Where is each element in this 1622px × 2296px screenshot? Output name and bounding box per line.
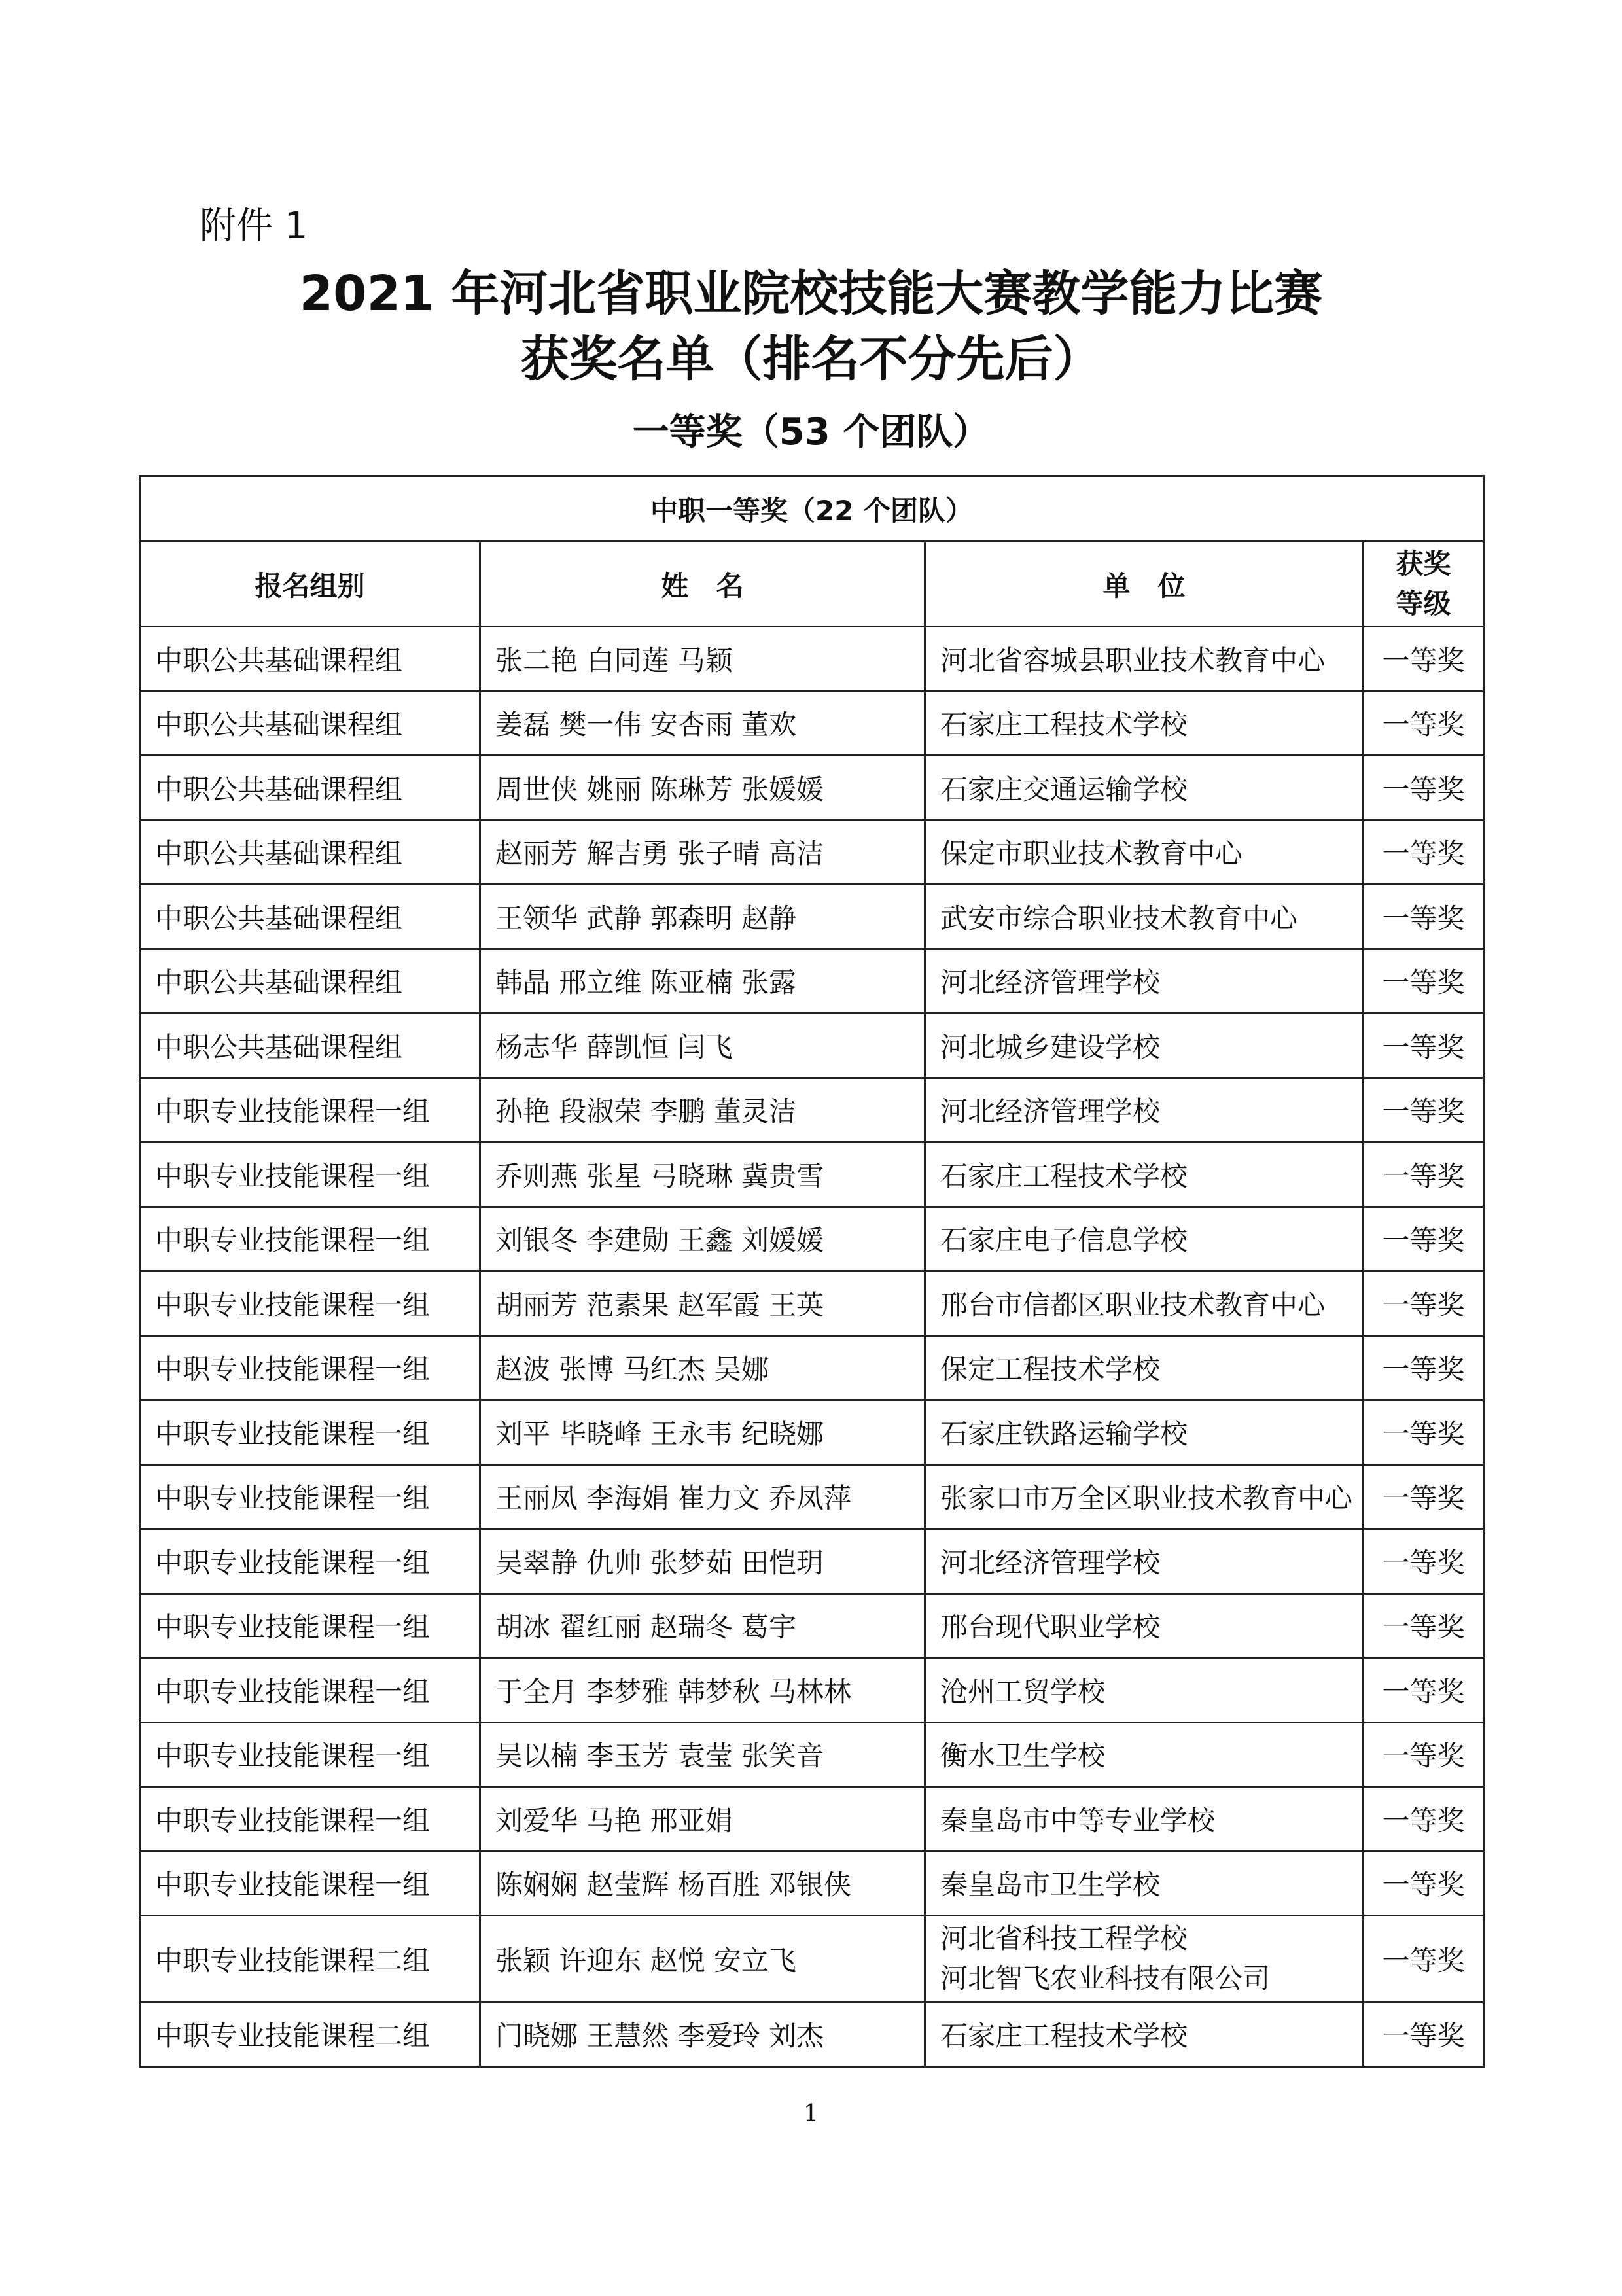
cell-group: 中职专业技能课程一组: [140, 1851, 480, 1916]
cell-group: 中职专业技能课程一组: [140, 1078, 480, 1142]
cell-group: 中职公共基础课程组: [140, 1014, 480, 1078]
cell-names: 门晓娜 王慧然 李爱玲 刘杰: [480, 2002, 925, 2067]
table-row: [140, 1593, 1484, 1658]
cell-level: 一等奖: [1364, 1335, 1484, 1400]
section-title: 中职一等奖（22 个团队）: [140, 476, 1484, 542]
cell-level: 一等奖: [1364, 627, 1484, 692]
cell-names: 韩晶 邢立维 陈亚楠 张露: [480, 949, 925, 1014]
cell-level: 一等奖: [1364, 691, 1484, 756]
cell-level: 一等奖: [1364, 1078, 1484, 1142]
cell-names: 杨志华 薛凯恒 闫飞: [480, 1014, 925, 1078]
awards-table: [139, 475, 1485, 2068]
column-header-row: [140, 542, 1484, 627]
table-row: [140, 1722, 1484, 1787]
cell-names: 王丽凤 李海娟 崔力文 乔凤萍: [480, 1464, 925, 1529]
award-level-subtitle: 一等奖（53 个团队）: [632, 411, 990, 453]
cell-names: 于全月 李梦雅 韩梦秋 马林林: [480, 1658, 925, 1723]
cell-names: 孙艳 段淑荣 李鹏 董灵洁: [480, 1078, 925, 1142]
cell-level: 一等奖: [1364, 820, 1484, 885]
header-group: 报名组别: [140, 542, 480, 627]
cell-level: 一等奖: [1364, 1207, 1484, 1271]
cell-names: 姜磊 樊一伟 安杏雨 董欢: [480, 691, 925, 756]
cell-unit: 石家庄电子信息学校: [925, 1207, 1364, 1271]
table-row: [140, 820, 1484, 885]
attachment-label: 附件 1: [200, 205, 308, 247]
cell-names: 刘平 毕晓峰 王永韦 纪晓娜: [480, 1400, 925, 1465]
table-row: [140, 1207, 1484, 1271]
table-row: [140, 1400, 1484, 1465]
cell-level: 一等奖: [1364, 1916, 1484, 2002]
cell-unit: 衡水卫生学校: [925, 1722, 1364, 1787]
cell-group: 中职公共基础课程组: [140, 949, 480, 1014]
cell-unit: 河北城乡建设学校: [925, 1014, 1364, 1078]
table-row: [140, 1529, 1484, 1594]
cell-group: 中职公共基础课程组: [140, 627, 480, 692]
cell-unit: 河北经济管理学校: [925, 1078, 1364, 1142]
cell-unit: 秦皇岛市中等专业学校: [925, 1787, 1364, 1852]
cell-group: 中职专业技能课程一组: [140, 1207, 480, 1271]
cell-group: 中职专业技能课程一组: [140, 1787, 480, 1852]
cell-level: 一等奖: [1364, 1529, 1484, 1594]
cell-unit: 武安市综合职业技术教育中心: [925, 885, 1364, 949]
cell-unit: 邢台市信都区职业技术教育中心: [925, 1271, 1364, 1336]
cell-level: 一等奖: [1364, 1593, 1484, 1658]
header-level-line1: 获奖: [1396, 547, 1451, 580]
cell-level: 一等奖: [1364, 756, 1484, 821]
cell-group: 中职专业技能课程二组: [140, 1916, 480, 2002]
cell-level: 一等奖: [1364, 1464, 1484, 1529]
cell-level: 一等奖: [1364, 2002, 1484, 2067]
cell-level: 一等奖: [1364, 1722, 1484, 1787]
cell-group: 中职公共基础课程组: [140, 691, 480, 756]
cell-unit: 河北省容城县职业技术教育中心: [925, 627, 1364, 692]
table-row: [140, 627, 1484, 692]
cell-names: 吴翠静 仇帅 张梦茹 田恺玥: [480, 1529, 925, 1594]
cell-unit: 沧州工贸学校: [925, 1658, 1364, 1723]
cell-names: 刘爱华 马艳 邢亚娟: [480, 1787, 925, 1852]
section-header-row: [140, 476, 1484, 542]
document-title-line1: 2021 年河北省职业院校技能大赛教学能力比赛: [299, 266, 1323, 322]
table-row: [140, 691, 1484, 756]
cell-level: 一等奖: [1364, 1851, 1484, 1916]
cell-group: 中职专业技能课程二组: [140, 2002, 480, 2067]
cell-names: 乔则燕 张星 弓晓琳 冀贵雪: [480, 1142, 925, 1207]
cell-group: 中职专业技能课程一组: [140, 1464, 480, 1529]
cell-level: 一等奖: [1364, 1658, 1484, 1723]
header-names: 姓 名: [480, 542, 925, 627]
table-row: [140, 756, 1484, 821]
cell-group: 中职专业技能课程一组: [140, 1722, 480, 1787]
table-row: [140, 885, 1484, 949]
table-row: [140, 1658, 1484, 1723]
cell-level: 一等奖: [1364, 1400, 1484, 1465]
cell-unit: 河北经济管理学校: [925, 1529, 1364, 1594]
cell-group: 中职公共基础课程组: [140, 820, 480, 885]
table-row: [140, 1787, 1484, 1852]
header-level-line2: 等级: [1396, 587, 1451, 620]
table-row: [140, 1464, 1484, 1529]
cell-unit: 石家庄工程技术学校: [925, 691, 1364, 756]
cell-unit: 石家庄铁路运输学校: [925, 1400, 1364, 1465]
document-title-line2: 获奖名单（排名不分先后）: [520, 331, 1102, 387]
table-row: [140, 1916, 1484, 2002]
cell-group: 中职专业技能课程一组: [140, 1335, 480, 1400]
cell-level: 一等奖: [1364, 949, 1484, 1014]
header-level: [1364, 542, 1484, 627]
cell-unit: 保定工程技术学校: [925, 1335, 1364, 1400]
cell-group: 中职专业技能课程一组: [140, 1400, 480, 1465]
cell-unit: 秦皇岛市卫生学校: [925, 1851, 1364, 1916]
cell-group: 中职专业技能课程一组: [140, 1271, 480, 1336]
cell-names: 胡冰 翟红丽 赵瑞冬 葛宇: [480, 1593, 925, 1658]
cell-names: 刘银冬 李建勋 王鑫 刘媛媛: [480, 1207, 925, 1271]
table-row: [140, 2002, 1484, 2067]
cell-unit: 河北经济管理学校: [925, 949, 1364, 1014]
cell-level: 一等奖: [1364, 1142, 1484, 1207]
cell-level: 一等奖: [1364, 1271, 1484, 1336]
cell-names: 张颖 许迎东 赵悦 安立飞: [480, 1916, 925, 2002]
cell-level: 一等奖: [1364, 1014, 1484, 1078]
cell-unit-line2: 河北智飞农业科技有限公司: [940, 1962, 1271, 1994]
table-row: [140, 1335, 1484, 1400]
cell-unit-line1: 河北省科技工程学校: [940, 1922, 1188, 1954]
cell-group: 中职专业技能课程一组: [140, 1529, 480, 1594]
cell-level: 一等奖: [1364, 1787, 1484, 1852]
cell-group: 中职专业技能课程一组: [140, 1658, 480, 1723]
cell-unit: 保定市职业技术教育中心: [925, 820, 1364, 885]
cell-names: 周世侠 姚丽 陈琳芳 张媛媛: [480, 756, 925, 821]
cell-names: 张二艳 白同莲 马颖: [480, 627, 925, 692]
table-row: [140, 1271, 1484, 1336]
cell-group: 中职公共基础课程组: [140, 756, 480, 821]
table-row: [140, 1142, 1484, 1207]
header-unit: 单 位: [925, 542, 1364, 627]
table-row: [140, 949, 1484, 1014]
cell-group: 中职专业技能课程一组: [140, 1142, 480, 1207]
cell-group: 中职公共基础课程组: [140, 885, 480, 949]
table-row: [140, 1078, 1484, 1142]
table-row: [140, 1014, 1484, 1078]
cell-unit: 邢台现代职业学校: [925, 1593, 1364, 1658]
cell-names: 赵丽芳 解吉勇 张子晴 高洁: [480, 820, 925, 885]
cell-names: 陈娴娴 赵莹辉 杨百胜 邓银侠: [480, 1851, 925, 1916]
cell-group: 中职专业技能课程一组: [140, 1593, 480, 1658]
cell-level: 一等奖: [1364, 885, 1484, 949]
cell-unit: [925, 1916, 1364, 2002]
cell-unit: 石家庄工程技术学校: [925, 1142, 1364, 1207]
cell-names: 王领华 武静 郭森明 赵静: [480, 885, 925, 949]
cell-unit: 石家庄交通运输学校: [925, 756, 1364, 821]
page-number: 1: [803, 2100, 819, 2127]
cell-names: 吴以楠 李玉芳 袁莹 张笑音: [480, 1722, 925, 1787]
cell-names: 赵波 张博 马红杰 吴娜: [480, 1335, 925, 1400]
table-row: [140, 1851, 1484, 1916]
cell-unit: 张家口市万全区职业技术教育中心: [925, 1464, 1364, 1529]
cell-unit: 石家庄工程技术学校: [925, 2002, 1364, 2067]
cell-names: 胡丽芳 范素果 赵军霞 王英: [480, 1271, 925, 1336]
